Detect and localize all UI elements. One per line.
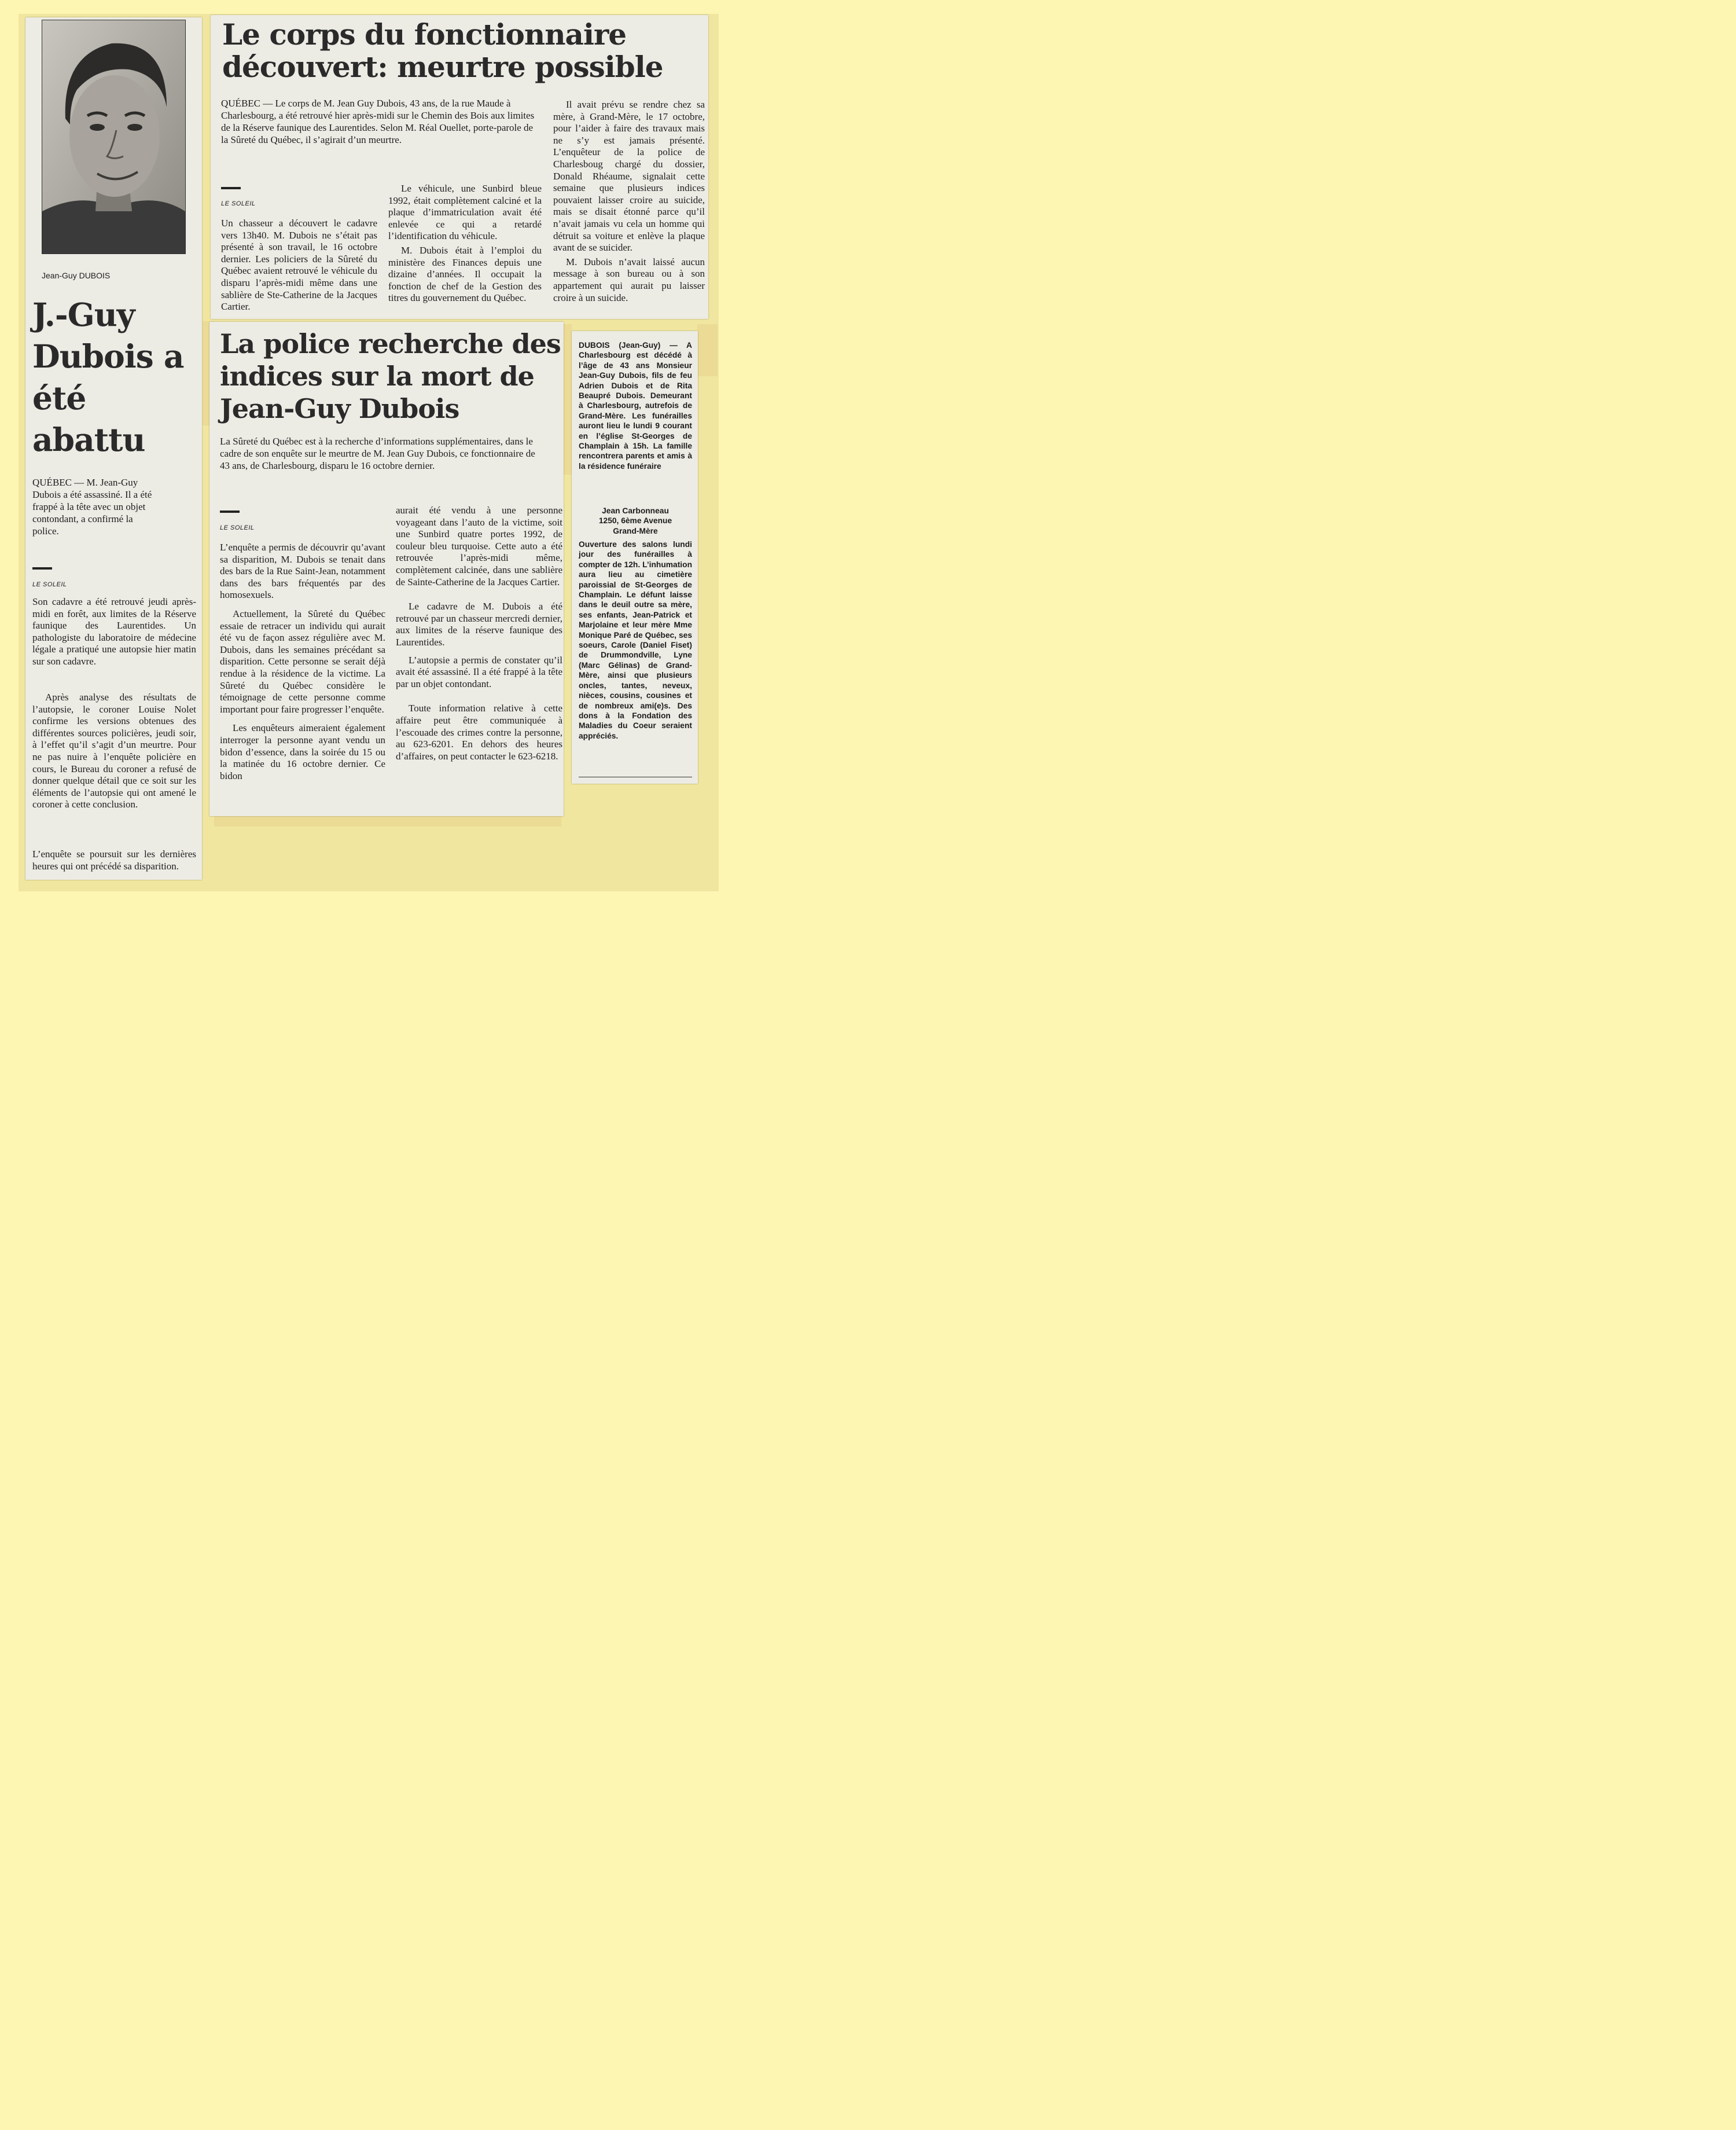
left-lede: QUÉBEC — M. Jean-Guy Dubois a été assassiné. Il a été frappé à la tête avec un objet contondant, a confirmé la police. bbox=[32, 477, 152, 537]
middle-paragraph: Les enquêteurs aimeraient également interroger la personne ayant vendu un bidon d’essence, dans la soirée du 15 ou la matinée du 16 octobre dernier. Ce bidon bbox=[220, 722, 385, 781]
left-paragraph: Après analyse des résultats de l’autopsie, le coroner Louise Nolet confirme les versions obtenues des différentes sources policières, jeudi soir, à l’effet qu’il s’agit d’un meurtre. Pour ne pas nuire à l’enquête policière en cours, le Bureau du coroner a refusé de donner quelque détail que ce soit sur les éléments de l’autopsie qui ont amené le coroner à cette conclusion. bbox=[32, 692, 196, 810]
top-column-a: Un chasseur a découvert le cadavre vers 13h40. M. Dubois ne s’était pas présenté à son travail, le 16 octobre dernier. Les policiers de la Sûreté du Québec avaient retrouvé le véhicule du disparu l’après-midi même dans une sablière de Ste-Catherine de la Jacques Cartier. bbox=[221, 218, 377, 313]
obituary-clipping bbox=[572, 331, 698, 784]
top-column-b bbox=[388, 183, 542, 304]
top-column-c bbox=[553, 99, 705, 304]
obituary-text: — A Charlesbourg est décédé à l’âge de 43 ans Monsieur Jean-Guy Dubois, fils de feu Adrien Dubois et de Rita Beaupré Dubois. Demeurant à Charlesbourg, autrefois de Grand-Mère. Les funérailles auront lieu le lundi 9 courant en l’église St-Georges de Champlain à 15h. La famille rencontrera parents et amis à la résidence funéraire bbox=[579, 341, 692, 471]
top-paragraph: Le véhicule, une Sunbird bleue 1992, était complètement calciné et la plaque d’immatriculation avait été enlevée ce qui a retardé l’identification du véhicule. bbox=[388, 183, 542, 242]
funeral-home-line: Jean Carbonneau bbox=[602, 506, 669, 515]
left-article-clipping bbox=[25, 17, 202, 880]
section-rule bbox=[32, 567, 52, 570]
portrait-photo bbox=[42, 20, 186, 254]
left-credit: LE SOLEIL bbox=[32, 581, 67, 588]
obituary-details: Ouverture des salons lundi jour des funérailles à compter de 12h. L’inhumation aura lieu au cimetière paroissial de St-Georges de Champlain. Le défunt laisse dans le deuil outre sa mère, ses enfants, Jean-Patrick et Marjolaine et leur mère Mme Monique Paré de Québec, ses soeurs, Carole (Daniel Fiset) de Drummondville, Lyne (Marc Gélinas) de Grand-Mère, ainsi que plusieurs oncles, tantes, neveux, nièces, cousins, cousines et de nombreux ami(e)s. Des dons à la Fondation des Maladies du Coeur seraient appréciés. bbox=[579, 540, 692, 740]
left-headline: J.-Guy Dubois a été abattu bbox=[32, 296, 184, 458]
tape-strip bbox=[562, 324, 572, 475]
obituary-notice bbox=[579, 340, 692, 471]
left-paragraph: L’enquête se poursuit sur les dernières heures qui ont précédé sa disparition. bbox=[32, 849, 196, 872]
funeral-home-line: 1250, 6ème Avenue bbox=[598, 516, 672, 526]
portrait-image bbox=[42, 20, 185, 254]
section-rule bbox=[221, 187, 241, 189]
middle-paragraph: L’autopsie a permis de constater qu’il avait été assassiné. Il a été frappé à la tête par un objet contondant. bbox=[396, 654, 562, 689]
top-paragraph: Il avait prévu se rendre chez sa mère, à Grand-Mère, le 17 octobre, pour l’aider à faire des travaux mais ne s’y est jamais présenté. L’enquêteur de la police de Charlesboug chargé du dossier, Donald Rhéaume, signalait cette semaine que plusieurs indices pouvaient laisser croire au suicide, mais se disait étonné parce qu’il n’avait jamais vu cela un homme qui détruit sa voiture et enlève la plaque avant de se suicider. bbox=[553, 99, 705, 254]
middle-headline: La police recherche des indices sur la mort de Jean-Guy Dubois bbox=[220, 328, 561, 424]
middle-credit: LE SOLEIL bbox=[220, 524, 255, 531]
obituary-given-name: (Jean-Guy) bbox=[619, 341, 661, 350]
middle-lede: La Sûreté du Québec est à la recherche d’informations supplémentaires, dans le cadre de son enquête sur le meurtre de M. Jean Guy Dubois, ce fonctionnaire de 43 ans, de Charlesbourg, disparu le 16 octobre dernier. bbox=[220, 436, 535, 471]
middle-paragraph: L’enquête a permis de découvrir qu’avant sa disparition, M. Dubois se tenait dans des bars de la Rue Saint-Jean, notamment dans des bars fréquentés par des homosexuels. bbox=[220, 542, 385, 601]
tape-strip bbox=[214, 816, 561, 827]
middle-paragraph: Actuellement, la Sûreté du Québec essaie de retracer un individu qui aurait été vu de façon assez régulière avec M. Dubois, dans les semaines précédant sa disparition. Cette personne se serait déjà rendue à la résidence de la victime. La Sûreté du Québec considère le témoignage de cette personne comme important pour faire progresser l’enquête. bbox=[220, 608, 385, 715]
middle-paragraph: Le cadavre de M. Dubois a été retrouvé par un chasseur mercredi dernier, aux limites de la réserve faunique des Laurentides. bbox=[396, 601, 562, 648]
funeral-home bbox=[579, 506, 692, 536]
funeral-home-line: Grand-Mère bbox=[613, 526, 658, 535]
section-rule bbox=[220, 511, 240, 513]
middle-paragraph: Toute information relative à cette affaire peut être communiquée à l’escouade des crimes contre la personne, au 623-6201. En dehors des heures d’affaires, on peut contacter le 623-6218. bbox=[396, 703, 562, 762]
middle-article-clipping bbox=[209, 322, 564, 816]
top-article-clipping bbox=[211, 15, 708, 319]
top-paragraph: M. Dubois était à l’emploi du ministère des Finances depuis une dizaine d’années. Il occupait la fonction de chef de la Gestion des titres du gouvernement du Québec. bbox=[388, 244, 542, 304]
obituary-name: DUBOIS bbox=[579, 341, 610, 350]
top-lede: QUÉBEC — Le corps de M. Jean Guy Dubois, 43 ans, de la rue Maude à Charlesbourg, a été retrouvé hier après-midi sur le Chemin des Bois aux limites de la Réserve faunique des Laurentides. Selon M. Réal Ouellet, porte-parole de la Sûreté du Québec, il s’agirait d’un meurtre. bbox=[221, 98, 535, 145]
middle-paragraph: aurait été vendu à une personne voyageant dans l’auto de la victime, soit une Sunbird quatre portes 1992, de couleur bleu turquoise. Cette auto a été retrouvée l’après-midi même, complètement calcinée, dans une sablière de Sainte-Catherine de la Jacques Cartier. bbox=[396, 505, 562, 587]
top-paragraph: M. Dubois n’avait laissé aucun message à son bureau ou à son appartement qui aurait pu laisser croire à un suicide. bbox=[553, 256, 705, 303]
tape-strip bbox=[697, 324, 718, 376]
top-headline: Le corps du fonctionnaire découvert: meurtre possible bbox=[222, 17, 663, 84]
middle-column-a bbox=[220, 542, 385, 782]
photo-caption: Jean-Guy DUBOIS bbox=[42, 271, 111, 280]
left-paragraph: Son cadavre a été retrouvé jeudi après-midi en forêt, aux limites de la Réserve faunique des Laurentides. Un pathologiste du laboratoire de médecine légale a pratiqué une autopsie hier matin sur son cadavre. bbox=[32, 596, 196, 667]
top-credit: LE SOLEIL bbox=[221, 200, 256, 207]
middle-column-b bbox=[396, 505, 562, 762]
